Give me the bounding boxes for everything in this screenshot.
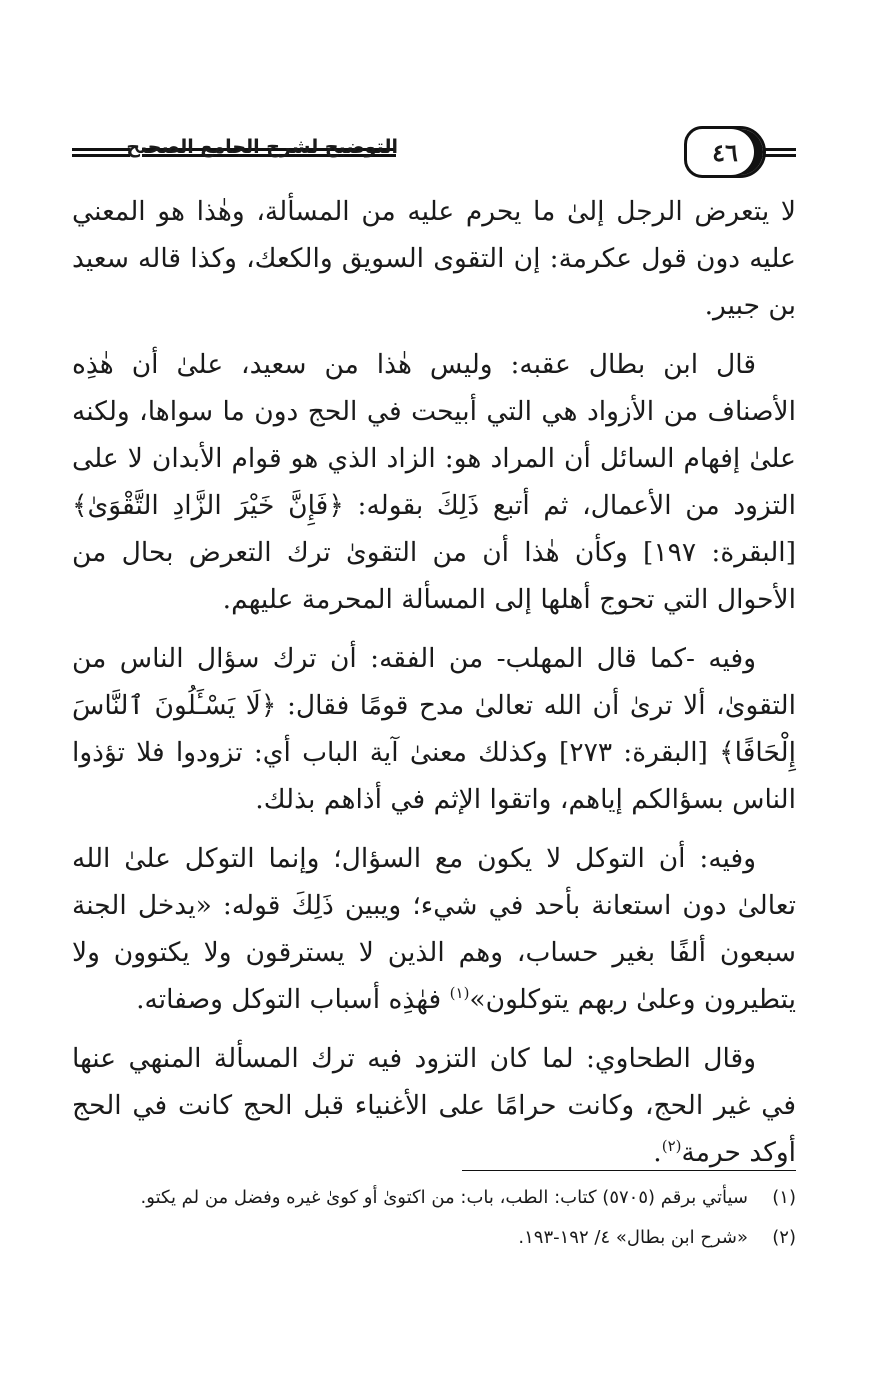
footnote-separator <box>462 1170 796 1171</box>
main-text <box>72 188 796 1188</box>
paragraph-2 <box>72 341 796 623</box>
footnote-1 <box>72 1180 796 1216</box>
footnote-ref-2[interactable]: (٢) <box>661 1137 682 1156</box>
header-rule-left <box>72 148 130 157</box>
footnote-1-number: (١) <box>772 1187 796 1208</box>
paragraph-5 <box>72 1035 796 1176</box>
running-title: التوضيح لشرح الجامع الصحيح <box>126 136 398 158</box>
running-header <box>72 126 796 178</box>
paragraph-3-text: وفيه -كما قال المهلب- من الفقه: أن ترك سؤال الناس من التقوىٰ، ألا ترىٰ أن الله تعالىٰ مدح قومًا فقال: ﴿لَا يَسْـَٔلُونَ ٱلنَّاسَ إِلْحَافًا﴾ [البقرة: ٢٧٣] وكذلك معنىٰ آية الباب أي: تزودوا فلا تؤذوا الناس بسؤالكم إياهم، واتقوا الإثم في أذاهم بذلك. <box>72 643 796 815</box>
footnote-ref-1[interactable]: (١) <box>449 984 470 1003</box>
paragraph-4-tail: فهٰذِه أسباب التوكل وصفاته. <box>136 984 450 1015</box>
paragraph-4 <box>72 835 796 1023</box>
page-number-badge <box>684 126 766 178</box>
paragraph-1-text: لا يتعرض الرجل إلىٰ ما يحرم عليه من المسألة، وهٰذا هو المعني عليه دون قول عكرمة: إن التقوى السويق والكعك، وكذا قاله سعيد بن جبير. <box>72 196 796 321</box>
paragraph-4-text: وفيه: أن التوكل لا يكون مع السؤال؛ وإنما التوكل علىٰ الله تعالىٰ دون استعانة بأحد في شيء؛ ويبين ذَلِكَ قوله: «يدخل الجنة سبعون ألفًا بغير حساب، وهم الذين لا يسترقون ولا يكتوون ولا يتطيرون وعلىٰ ربهم يتوكلون» <box>72 843 796 1015</box>
paragraph-3 <box>72 635 796 823</box>
page-number: ٤٦ <box>712 137 738 167</box>
footnote-2 <box>72 1220 796 1256</box>
paragraph-1 <box>72 188 796 329</box>
footnotes <box>72 1180 796 1260</box>
paragraph-5-tail: . <box>653 1137 662 1168</box>
footnote-2-number: (٢) <box>772 1227 796 1248</box>
paragraph-5-text: وقال الطحاوي: لما كان التزود فيه ترك المسألة المنهي عنها في غير الحج، وكانت حرامًا على الأغنياء قبل الحج كانت في الحج أوكد حرمة <box>72 1043 796 1168</box>
paragraph-2-text: قال ابن بطال عقبه: وليس هٰذا من سعيد، علىٰ أن هٰذِه الأصناف من الأزواد هي التي أبيحت في الحج دون ما سواها، ولكنه علىٰ إفهام السائل أن المراد هو: الزاد الذي هو قوام الأبدان لا على التزود من الأعمال، ثم أتبع ذَلِكَ بقوله: ﴿فَإِنَّ خَيْرَ الزَّادِ التَّقْوَىٰ﴾ [البقرة: ١٩٧] وكأن هٰذا أن من التقوىٰ ترك التعرض بحال من الأحوال التي تحوج أهلها إلى المسألة المحرمة عليهم. <box>72 349 796 615</box>
footnote-1-text: سيأتي برقم (٥٧٠٥) كتاب: الطب، باب: من اكتوىٰ أو كوىٰ غيره وفضل من لم يكتو. <box>140 1187 748 1208</box>
footnote-2-text: «شرح ابن بطال» ٤/ ١٩٢-١٩٣. <box>518 1227 748 1248</box>
